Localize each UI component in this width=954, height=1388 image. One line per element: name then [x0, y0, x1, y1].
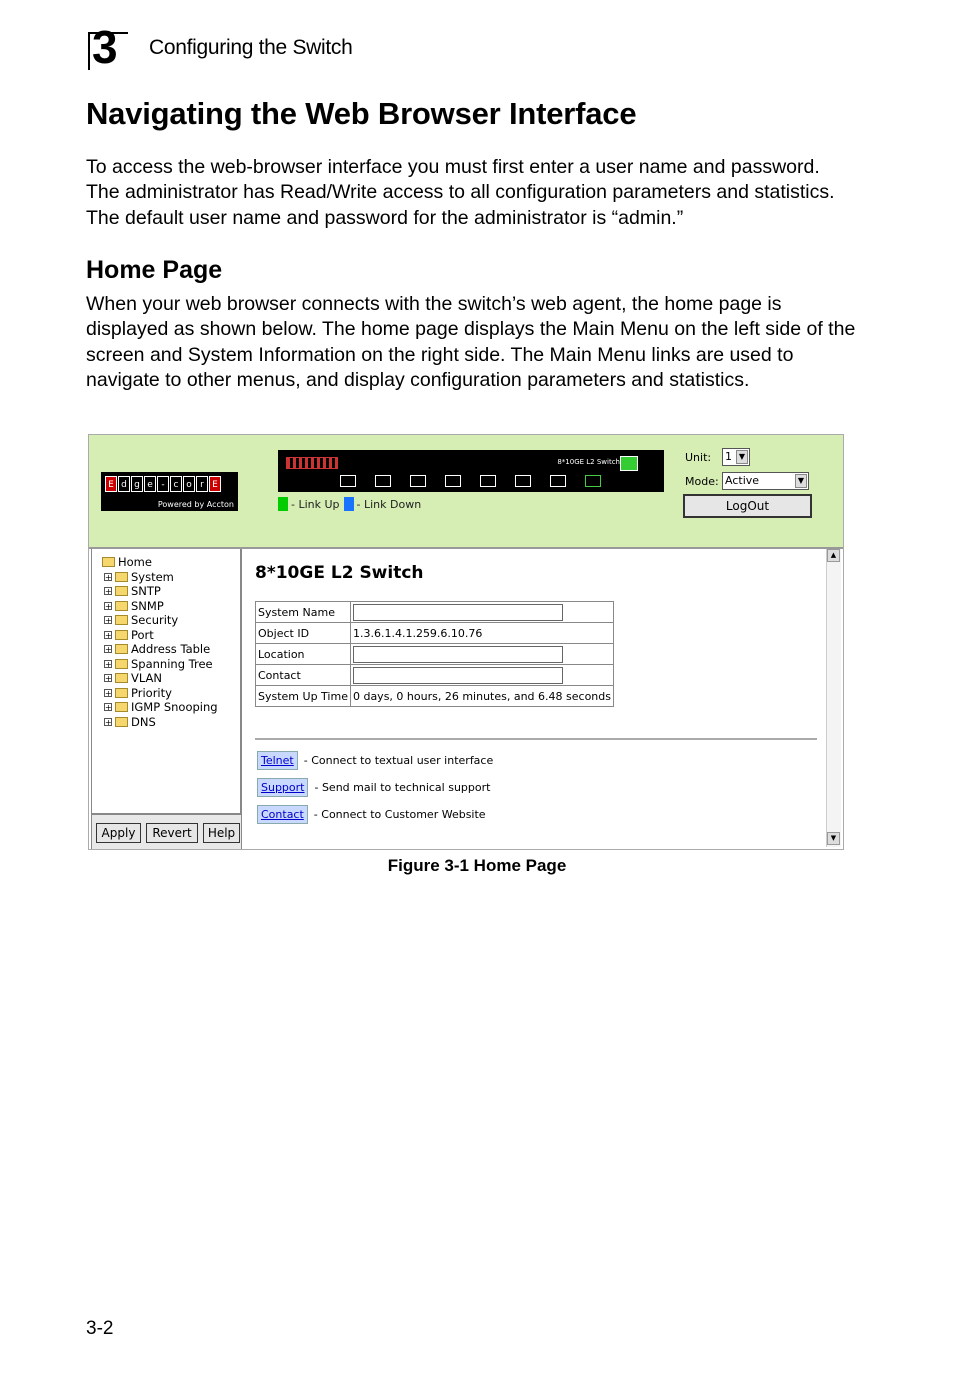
telnet-description: - Connect to textual user interface [303, 754, 494, 767]
expand-icon[interactable]: + [105, 587, 112, 597]
menu-item-vlan[interactable] [102, 671, 218, 686]
table-row [256, 665, 614, 686]
menu-item-label: Port [131, 627, 154, 642]
link-up-label: - Link Up [291, 497, 340, 511]
menu-item-label: Security [131, 613, 179, 627]
port-8[interactable] [585, 475, 601, 487]
expand-icon[interactable]: + [105, 659, 112, 669]
menu-item-snmp[interactable] [102, 599, 218, 614]
help-button[interactable]: Help [203, 823, 240, 843]
switch-front-panel [278, 450, 664, 492]
object-id-label: Object ID [256, 623, 351, 644]
system-information-panel [245, 549, 843, 849]
location-input[interactable] [353, 646, 563, 663]
revert-button[interactable]: Revert [146, 823, 198, 843]
menu-item-label: VLAN [131, 671, 163, 685]
folder-icon [115, 673, 128, 683]
switch-panel-label: 8*10GE L2 Switch [557, 458, 620, 466]
section-intro: To access the web-browser interface you must first enter a user name and password. The administrator has Read/Write access to all configuration parameters and statistics. The default user name and password for the administrator is “admin.” [86, 156, 835, 229]
system-info-table [255, 601, 614, 707]
edgecore-logo [101, 472, 238, 511]
folder-icon [115, 717, 128, 727]
subsection-title: Home Page [86, 256, 223, 284]
chevron-down-icon[interactable]: ▼ [795, 474, 807, 488]
unit-value: 1 [725, 450, 732, 463]
support-link-row [257, 778, 490, 797]
figure-caption: Figure 3-1 Home Page [387, 856, 567, 875]
menu-item-label: System [131, 569, 174, 584]
logo-letter: d [118, 476, 130, 492]
apply-button[interactable]: Apply [96, 823, 141, 843]
logout-button[interactable]: LogOut [683, 494, 812, 518]
link-legend [278, 497, 421, 511]
port-1[interactable] [340, 475, 356, 487]
link-down-swatch [344, 497, 354, 511]
scroll-up-icon[interactable]: ▲ [827, 549, 840, 562]
menu-item-port[interactable] [102, 628, 218, 643]
logo-letter: - [157, 476, 169, 492]
banner [89, 435, 843, 549]
table-row [256, 686, 614, 707]
menu-item-security[interactable] [102, 613, 218, 628]
port-5[interactable] [480, 475, 496, 487]
menu-item-spanning-tree[interactable] [102, 657, 218, 672]
unit-select[interactable] [722, 448, 750, 466]
expand-icon[interactable]: + [105, 616, 112, 626]
support-description: - Send mail to technical support [314, 781, 491, 794]
menu-item-label: Address Table [131, 642, 211, 656]
expand-icon[interactable]: + [105, 717, 112, 727]
logo-letter: r [196, 476, 208, 492]
menu-item-label: SNTP [131, 584, 161, 598]
table-row [256, 602, 614, 623]
table-row [256, 644, 614, 665]
subsection-body: When your web browser connects with the switch’s web agent, the home page is displayed as shown below. The home page displays the Main Menu on the left side of the screen and System Information on the right side. The Main Menu links are used to navigate to other menus, and display configuration parameters and statistics. [86, 293, 856, 391]
menu-home[interactable] [102, 555, 218, 570]
link-up-swatch [278, 497, 288, 511]
panel-led-strip [286, 457, 338, 469]
menu-item-label: IGMP Snooping [131, 700, 218, 714]
unit-label: Unit: [685, 451, 712, 464]
folder-icon [115, 630, 128, 640]
link-down-label: - Link Down [356, 497, 422, 511]
expand-icon[interactable]: + [105, 630, 112, 640]
menu-item-dns[interactable] [102, 715, 218, 730]
expand-icon[interactable]: + [105, 645, 112, 655]
main-menu [91, 549, 242, 849]
uptime-label: System Up Time [256, 686, 351, 707]
port-6[interactable] [515, 475, 531, 487]
open-folder-icon [102, 557, 115, 567]
expand-icon[interactable]: + [105, 703, 112, 713]
system-name-label: System Name [256, 602, 351, 623]
logo-letter: e [144, 476, 156, 492]
uptime-value: 0 days, 0 hours, 26 minutes, and 6.48 seconds [350, 686, 613, 707]
contact-link[interactable]: Contact [257, 805, 308, 824]
contact-description: - Connect to Customer Website [313, 808, 486, 821]
folder-icon [115, 601, 128, 611]
contact-label: Contact [256, 665, 351, 686]
mode-value: Active [725, 474, 760, 487]
menu-item-sntp[interactable] [102, 584, 218, 599]
folder-icon [115, 644, 128, 654]
port-4[interactable] [445, 475, 461, 487]
folder-icon [115, 615, 128, 625]
menu-home-label: Home [118, 555, 152, 569]
folder-icon [115, 586, 128, 596]
chapter-title: Configuring the Switch [149, 36, 353, 59]
menu-item-system[interactable] [102, 570, 218, 585]
switch-home-icon[interactable] [620, 456, 638, 471]
menu-item-igmp-snooping[interactable] [102, 700, 218, 715]
logo-letter: E [209, 476, 221, 492]
menu-item-label: Priority [131, 685, 172, 700]
folder-icon [115, 688, 128, 698]
home-page-screenshot [88, 434, 844, 850]
logo-powered-by: Powered by Accton [157, 500, 234, 509]
folder-icon [115, 702, 128, 712]
logo-letter: g [131, 476, 143, 492]
port-3[interactable] [410, 475, 426, 487]
divider [255, 738, 817, 740]
telnet-link-row [257, 751, 493, 770]
system-title: 8*10GE L2 Switch [255, 563, 424, 583]
system-name-input[interactable] [353, 604, 563, 621]
expand-icon[interactable]: + [105, 674, 112, 684]
expand-icon[interactable]: + [105, 688, 112, 698]
telnet-link[interactable]: Telnet [257, 751, 298, 770]
menu-item-priority[interactable] [102, 686, 218, 701]
table-row [256, 623, 614, 644]
menu-item-label: DNS [131, 714, 156, 729]
vertical-scrollbar[interactable] [826, 549, 841, 847]
logo-letter: E [105, 476, 117, 492]
location-label: Location [256, 644, 351, 665]
mode-label: Mode: [685, 475, 719, 488]
scroll-down-icon[interactable]: ▼ [827, 832, 840, 845]
folder-icon [115, 572, 128, 582]
expand-icon[interactable]: + [105, 601, 112, 611]
expand-icon[interactable]: + [105, 572, 112, 582]
contact-input[interactable] [353, 667, 563, 684]
menu-item-address-table[interactable] [102, 642, 218, 657]
chevron-down-icon[interactable]: ▼ [736, 450, 748, 464]
folder-icon [115, 659, 128, 669]
menu-item-label: Spanning Tree [131, 656, 213, 671]
object-id-value: 1.3.6.1.4.1.259.6.10.76 [350, 623, 613, 644]
contact-link-row [257, 805, 486, 824]
logo-letter: o [183, 476, 195, 492]
page-number: 3-2 [86, 1318, 114, 1339]
mode-select[interactable] [722, 472, 809, 490]
menu-button-bar [92, 813, 241, 849]
port-2[interactable] [375, 475, 391, 487]
chapter-number: 3 [92, 21, 118, 73]
port-7[interactable] [550, 475, 566, 487]
logo-letter: c [170, 476, 182, 492]
support-link[interactable]: Support [257, 778, 308, 797]
menu-item-label: SNMP [131, 598, 164, 613]
section-title: Navigating the Web Browser Interface [86, 96, 637, 131]
